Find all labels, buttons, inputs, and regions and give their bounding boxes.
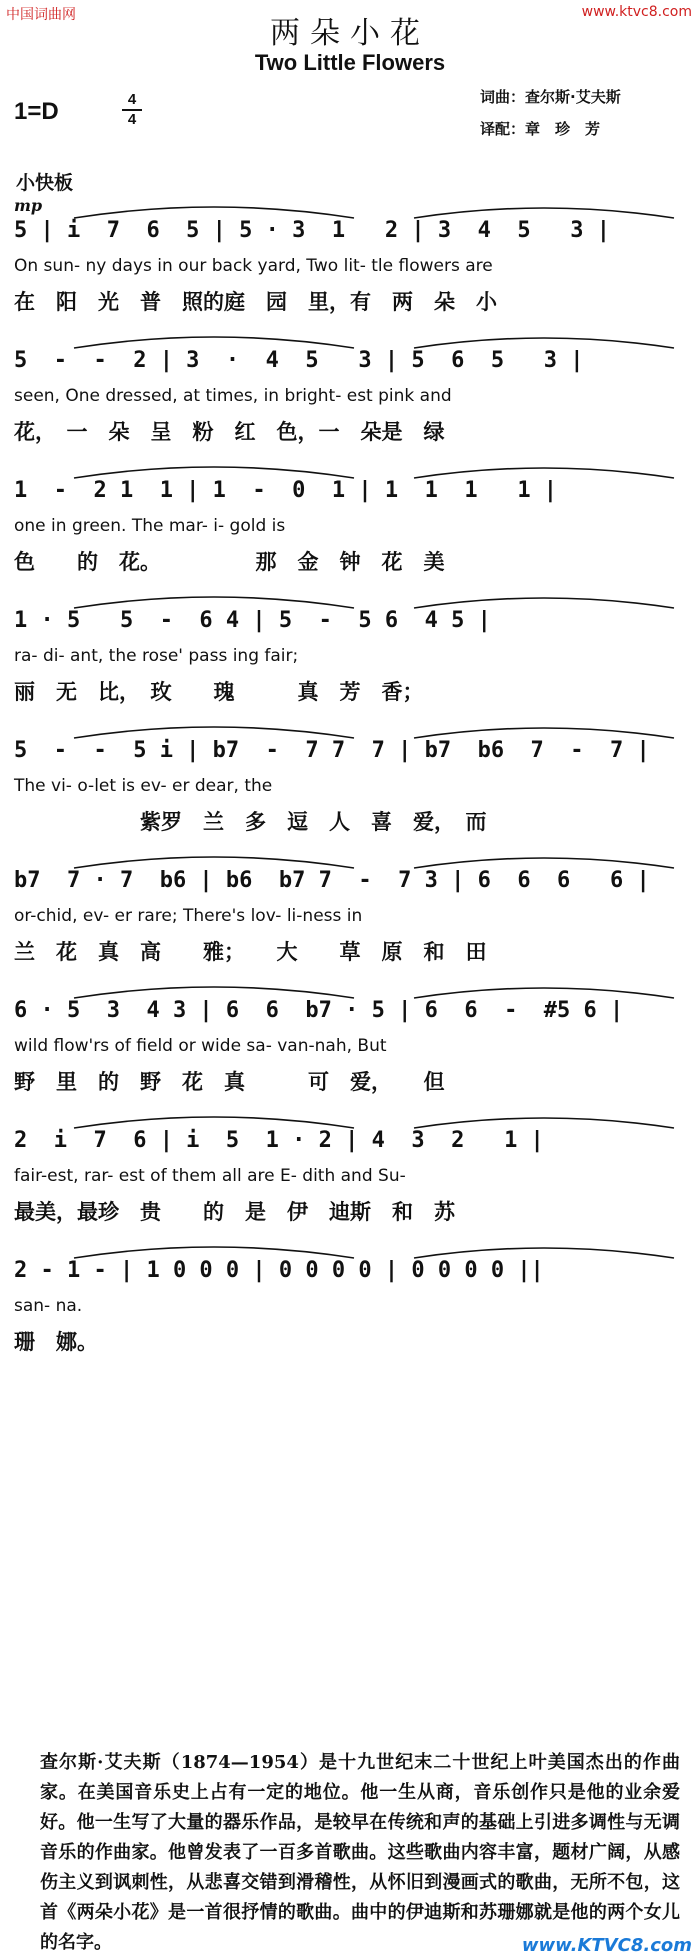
time-bottom: 4: [127, 111, 137, 128]
slur-arcs: [14, 718, 686, 740]
lyrics-english: seen, One dressed, at times, in bright- est pink and: [14, 386, 452, 406]
key-signature: 1=D: [14, 98, 59, 125]
time-signature: [122, 92, 142, 128]
lyrics-chinese: 紫罗 兰 多 逗 人 喜 爱， 而: [14, 809, 487, 834]
lyrics-chinese: 野 里 的 野 花 真 可 爱， 但: [14, 1069, 445, 1094]
watermark-right: www.ktvc8.com: [581, 4, 692, 20]
lyrics-english: one in green. The mar- i- gold is: [14, 516, 286, 536]
lyrics-english: The vi- o-let is ev- er dear, the: [14, 776, 273, 796]
lyrics-english: On sun- ny days in our back yard, Two lit- tle flowers are: [14, 256, 493, 276]
slur-arcs: [14, 198, 686, 220]
lyrics-chinese: 在 阳 光 普 照的庭 园 里，有 两 朵 小: [14, 289, 497, 314]
lyrics-english: san- na.: [14, 1296, 83, 1316]
lyrics-chinese: 丽 无 比， 玫 瑰 真 芳 香；: [14, 679, 424, 704]
title-english: Two Little Flowers: [254, 50, 446, 75]
notation-row: 5 - - 2 | 3 · 4 5 3 | 5 6 5 3 |: [14, 348, 584, 373]
title-chinese: 两朵小花: [270, 16, 430, 51]
lyrics-english: wild flow'rs of field or wide sa- van-nah, But: [14, 1036, 387, 1056]
lyrics-english: fair-est, rar- est of them all are E- dith and Su-: [14, 1166, 406, 1186]
notation-row: 1 - 2 1 1 | 1 - 0 1 | 1 1 1 1 |: [14, 478, 558, 503]
lyrics-chinese: 最美，最珍 贵 的 是 伊 迪斯 和 苏: [14, 1199, 455, 1224]
slur-arcs: [14, 1238, 686, 1260]
lyrics-english: or-chid, ev- er rare; There's lov- li-ness in: [14, 906, 363, 926]
slur-arcs: [14, 1108, 686, 1130]
lyrics-chinese: 兰 花 真 高 雅； 大 草 原 和 田: [14, 939, 487, 964]
notation-row: 5 | i 7 6 5 | 5 · 3 1 2 | 3 4 5 3 |: [14, 218, 611, 243]
credit-lyrics: 词曲：查尔斯·艾夫斯: [480, 88, 621, 106]
lyrics-english: ra- di- ant, the rose' pass ing fair;: [14, 646, 299, 666]
credit-translation: 译配：章 珍 芳: [480, 120, 601, 138]
slur-arcs: [14, 848, 686, 870]
lyrics-chinese: 珊 娜。: [14, 1329, 98, 1354]
slur-arcs: [14, 458, 686, 480]
tempo-marking: 小快板: [16, 172, 74, 194]
watermark-bottom: www.KTVC8.com: [521, 1935, 692, 1956]
notation-row: 1 · 5 5 - 6 4 | 5 - 5 6 4 5 |: [14, 608, 491, 633]
notation-row: 2 - 1 - | 1 0 0 0 | 0 0 0 0 | 0 0 0 0 ||: [14, 1258, 544, 1283]
dynamic-marking: mp: [14, 196, 43, 215]
lyrics-chinese: 色 的 花。 那 金 钟 花 美: [14, 549, 445, 574]
slur-arcs: [14, 978, 686, 1000]
notation-row: 6 · 5 3 4 3 | 6 6 b7 · 5 | 6 6 - #5 6 |: [14, 998, 624, 1023]
slur-arcs: [14, 588, 686, 610]
watermark-left: 中国词曲网: [6, 7, 76, 23]
notation-row: 5 - - 5 i | b7 - 7 7 7 | b7 b6 7 - 7 |: [14, 738, 650, 763]
slur-arcs: [14, 328, 686, 350]
time-top: 4: [127, 91, 137, 108]
composer-description: 查尔斯·艾夫斯（1874—1954）是十九世纪末二十世纪上叶美国杰出的作曲家。在美国音乐史上占有一定的地位。他一生从商，音乐创作只是他的业余爱好。他一生写了大量的器乐作品，是较早在传统和声的基础上引进多调性与无调音乐的作曲家。他曾发表了一百多首歌曲。这些歌曲内容丰富，题材广阔，从感伤主义到讽刺性，从悲喜交错到滑稽性，从怀旧到漫画式的歌曲，无所不包，这首《两朵小花》是一首很抒情的歌曲。曲中的伊迪斯和苏珊娜就是他的两个女儿的名字。: [40, 1752, 680, 1953]
lyrics-chinese: 花， 一 朵 呈 粉 红 色，一 朵是 绿: [14, 419, 445, 444]
notation-row: 2 i 7 6 | i 5 1 · 2 | 4 3 2 1 |: [14, 1128, 544, 1153]
notation-row: b7 7 · 7 b6 | b6 b7 7 - 7 3 | 6 6 6 6 |: [14, 868, 650, 893]
